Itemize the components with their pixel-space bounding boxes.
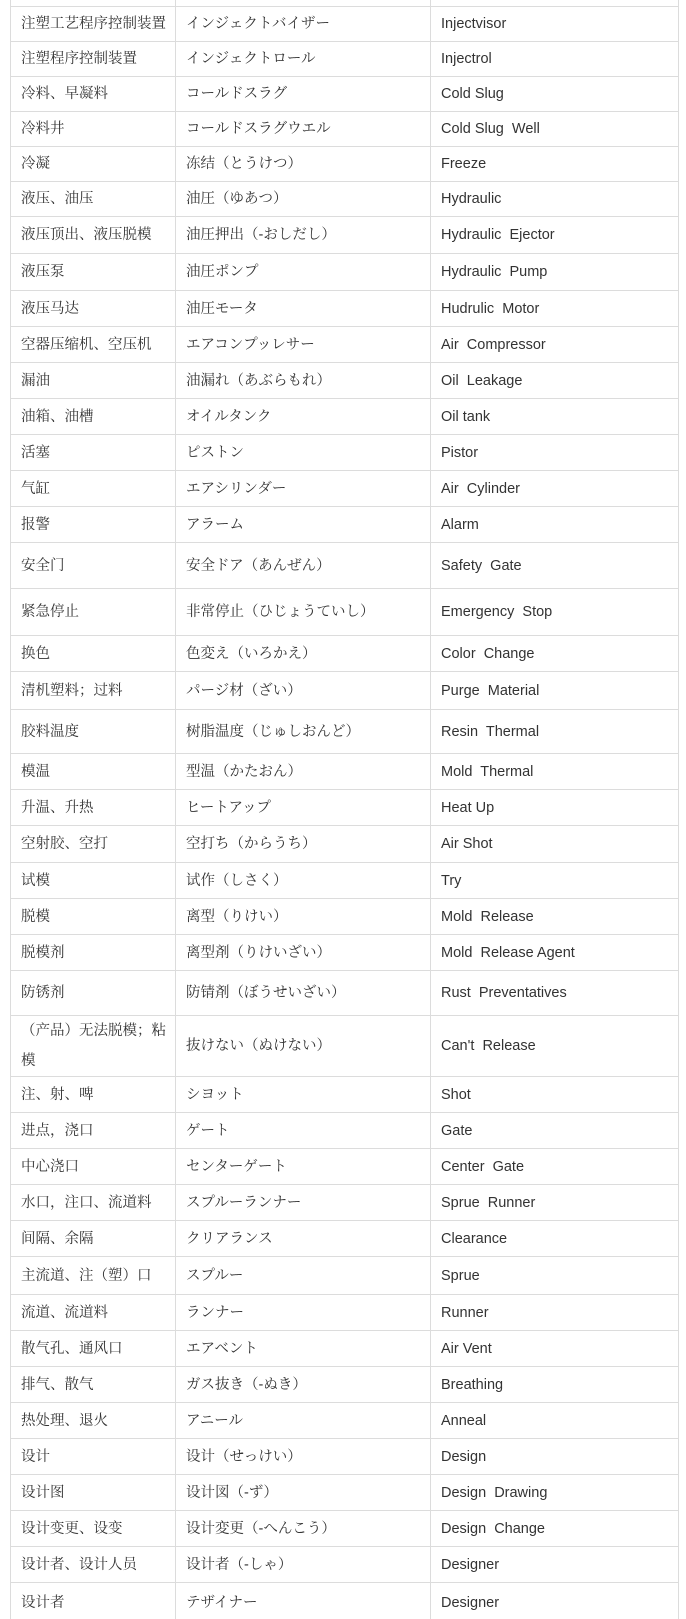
cell-japanese: アニール [176, 1403, 431, 1439]
cell-japanese: エアベント [176, 1331, 431, 1367]
cell-chinese: 设计 [11, 1439, 176, 1475]
cell-japanese: コールドスラグウエル [176, 112, 431, 147]
cell-english: Injectrol [431, 42, 679, 77]
cell-chinese: 冷料、早凝料 [11, 77, 176, 112]
cell-japanese: スプルー [176, 1257, 431, 1295]
cell-chinese: 中心浇口 [11, 1149, 176, 1185]
cell-japanese: テザイナー [176, 1583, 431, 1619]
table-row [11, 1113, 679, 1149]
cell-chinese: 活塞 [11, 435, 176, 471]
cell-chinese: 液压泵 [11, 254, 176, 291]
table-row [11, 399, 679, 435]
table-row [11, 672, 679, 710]
cell-english: Sprue Runner [431, 1185, 679, 1221]
cell-japanese: ヒートアップ [176, 790, 431, 826]
table-row [11, 182, 679, 217]
cell-japanese: 冻结（とうけつ） [176, 147, 431, 182]
cell-chinese: （产品）无法脱模；粘模 [11, 1016, 176, 1077]
cell-chinese: 注塑工艺程序控制装置 [11, 7, 176, 42]
cell-english: Hydraulic [431, 182, 679, 217]
cell-english: Try [431, 863, 679, 899]
table-row [11, 543, 679, 589]
cell-japanese: 设计図（-ず） [176, 1475, 431, 1511]
cell-english: Pistor [431, 435, 679, 471]
cell-english: Sprue [431, 1257, 679, 1295]
cell-chinese: 空射胶、空打 [11, 826, 176, 863]
cell-japanese: 设计変更（-へんこう） [176, 1511, 431, 1547]
table-row [11, 1583, 679, 1619]
cell-english: Cold Slug Well [431, 112, 679, 147]
cell-english: Injectvisor [431, 7, 679, 42]
cell-chinese: 设计图 [11, 1475, 176, 1511]
cell-japanese: 安全ドア（あんぜん） [176, 543, 431, 589]
cell-english: Runner [431, 1295, 679, 1331]
cell-chinese: 漏油 [11, 363, 176, 399]
cell-japanese: 非常停止（ひじょうていし） [176, 589, 431, 636]
cell-japanese: 设计者（-しゃ） [176, 1547, 431, 1583]
table-row [11, 507, 679, 543]
cell-japanese: コールドスラグ [176, 77, 431, 112]
table-row [11, 327, 679, 363]
table-row [11, 42, 679, 77]
table-row [11, 217, 679, 254]
table-row [11, 754, 679, 790]
cell-chinese: 冷料井 [11, 112, 176, 147]
table-row [11, 1016, 679, 1077]
table-row [11, 1367, 679, 1403]
cell-english: Design [431, 1439, 679, 1475]
cell-japanese: オイルタンク [176, 399, 431, 435]
table-row [11, 7, 679, 42]
cell-chinese: 散气孔、通风口 [11, 1331, 176, 1367]
glossary-table [10, 0, 679, 1619]
cell-chinese: 安全门 [11, 543, 176, 589]
table-row [11, 291, 679, 327]
cell-japanese: インジェクトバイザー [176, 7, 431, 42]
cell-english: Heat Up [431, 790, 679, 826]
cell-english: Air Shot [431, 826, 679, 863]
cell-chinese: 液压顶出、液压脱模 [11, 217, 176, 254]
cell-chinese: 注塑程序控制装置 [11, 42, 176, 77]
cell-chinese: 排气、散气 [11, 1367, 176, 1403]
cell-english: Oil tank [431, 399, 679, 435]
cell-english: Designer [431, 1583, 679, 1619]
cell-english: Design Drawing [431, 1475, 679, 1511]
cell-japanese: 油漏れ（あぶらもれ） [176, 363, 431, 399]
cell-japanese: 油圧（ゆあつ） [176, 182, 431, 217]
table-row [11, 589, 679, 636]
table-row [11, 1221, 679, 1257]
table-row [11, 1185, 679, 1221]
cell-english: Designer [431, 1547, 679, 1583]
cell-chinese: 试模 [11, 863, 176, 899]
cell-japanese: 油圧ポンプ [176, 254, 431, 291]
cell-chinese: 流道、流道料 [11, 1295, 176, 1331]
table-row [11, 1257, 679, 1295]
cell-chinese: 进点，浇口 [11, 1113, 176, 1149]
cell-chinese: 注、射、啤 [11, 1077, 176, 1113]
cell-japanese: シヨット [176, 1077, 431, 1113]
cell-chinese: 升温、升热 [11, 790, 176, 826]
cell-chinese: 冷凝 [11, 147, 176, 182]
cell-english: Hudrulic Motor [431, 291, 679, 327]
cell-chinese: 水口，注口、流道料 [11, 1185, 176, 1221]
cell-english: Emergency Stop [431, 589, 679, 636]
table-row [11, 147, 679, 182]
cell-japanese: 型温（かたおん） [176, 754, 431, 790]
table-row [11, 1331, 679, 1367]
cell-chinese: 报警 [11, 507, 176, 543]
cell-chinese: 气缸 [11, 471, 176, 507]
cell-english: Alarm [431, 507, 679, 543]
cell-japanese: 油圧モータ [176, 291, 431, 327]
cell-japanese: ピストン [176, 435, 431, 471]
cell-chinese: 主流道、注（塑）口 [11, 1257, 176, 1295]
cell-english: Shot [431, 1077, 679, 1113]
cell-japanese: ランナー [176, 1295, 431, 1331]
cell-english: Clearance [431, 1221, 679, 1257]
table-row [11, 471, 679, 507]
table-row [11, 435, 679, 471]
table-row [11, 1547, 679, 1583]
table-row [11, 971, 679, 1016]
table-row [11, 899, 679, 935]
cell-chinese: 设计者 [11, 1583, 176, 1619]
cell-chinese: 间隔、余隔 [11, 1221, 176, 1257]
cell-japanese: 离型（りけい） [176, 899, 431, 935]
cell-japanese: スプルーランナー [176, 1185, 431, 1221]
table-row [11, 1149, 679, 1185]
cell-english: Mold Release Agent [431, 935, 679, 971]
cell-english: Gate [431, 1113, 679, 1149]
cell-japanese: 色変え（いろかえ） [176, 636, 431, 672]
cell-english: Freeze [431, 147, 679, 182]
cell-english: Air Vent [431, 1331, 679, 1367]
cell-japanese: アラーム [176, 507, 431, 543]
cell-english: Breathing [431, 1367, 679, 1403]
table-row [11, 1439, 679, 1475]
table-row [11, 863, 679, 899]
table-row [11, 1403, 679, 1439]
cell-english: Color Change [431, 636, 679, 672]
cell-english: Air Cylinder [431, 471, 679, 507]
cell-chinese: 换色 [11, 636, 176, 672]
cell-chinese: 脱模剂 [11, 935, 176, 971]
cell-chinese: 防锈剂 [11, 971, 176, 1016]
cell-japanese: 空打ち（からうち） [176, 826, 431, 863]
cell-japanese: 防锖剤（ぼうせいざい） [176, 971, 431, 1016]
cell-chinese: 模温 [11, 754, 176, 790]
cell-japanese: 离型剤（りけいざい） [176, 935, 431, 971]
table-row [11, 363, 679, 399]
table-row [11, 254, 679, 291]
cell-chinese: 脱模 [11, 899, 176, 935]
cell-japanese: ガス抜き（-ぬき） [176, 1367, 431, 1403]
table-row [11, 77, 679, 112]
cell-chinese: 热处理、退火 [11, 1403, 176, 1439]
table-row [11, 112, 679, 147]
cell-english: Center Gate [431, 1149, 679, 1185]
table-row [11, 826, 679, 863]
cell-japanese: 试作（しさく） [176, 863, 431, 899]
cell-japanese: 抜けない（ぬけない） [176, 1016, 431, 1077]
cell-japanese: エアシリンダー [176, 471, 431, 507]
cell-chinese: 液压、油压 [11, 182, 176, 217]
table-row [11, 1475, 679, 1511]
cell-chinese: 设计者、设计人员 [11, 1547, 176, 1583]
table-row [11, 1295, 679, 1331]
cell-japanese: エアコンプッレサー [176, 327, 431, 363]
table-row [11, 710, 679, 754]
cell-english: Mold Release [431, 899, 679, 935]
cell-japanese: クリアランス [176, 1221, 431, 1257]
cell-chinese: 液压马达 [11, 291, 176, 327]
cell-japanese: センターゲート [176, 1149, 431, 1185]
cell-english: Hydraulic Pump [431, 254, 679, 291]
cell-japanese: パージ材（ざい） [176, 672, 431, 710]
table-row [11, 935, 679, 971]
table-row [11, 790, 679, 826]
cell-japanese: 油圧押出（-おしだし） [176, 217, 431, 254]
cell-chinese: 油箱、油槽 [11, 399, 176, 435]
cell-english: Oil Leakage [431, 363, 679, 399]
table-row [11, 1511, 679, 1547]
cell-english: Air Compressor [431, 327, 679, 363]
cell-japanese: インジェクトロール [176, 42, 431, 77]
cell-english: Design Change [431, 1511, 679, 1547]
cell-chinese: 清机塑料；过料 [11, 672, 176, 710]
cell-chinese: 紧急停止 [11, 589, 176, 636]
cell-english: Cold Slug [431, 77, 679, 112]
cell-english: Resin Thermal [431, 710, 679, 754]
glossary-table-body [11, 0, 679, 1619]
cell-english: Purge Material [431, 672, 679, 710]
cell-english: Hydraulic Ejector [431, 217, 679, 254]
cell-english: Mold Thermal [431, 754, 679, 790]
cell-english: Rust Preventatives [431, 971, 679, 1016]
cell-english: Can't Release [431, 1016, 679, 1077]
cell-japanese: 树脂温度（じゅしおんど） [176, 710, 431, 754]
cell-english: Anneal [431, 1403, 679, 1439]
cell-japanese: ゲート [176, 1113, 431, 1149]
cell-english: Safety Gate [431, 543, 679, 589]
cell-japanese: 设计（せっけい） [176, 1439, 431, 1475]
cell-chinese: 空器压缩机、空压机 [11, 327, 176, 363]
cell-chinese: 胶料温度 [11, 710, 176, 754]
table-row [11, 1077, 679, 1113]
table-row [11, 636, 679, 672]
cell-chinese: 设计变更、设变 [11, 1511, 176, 1547]
